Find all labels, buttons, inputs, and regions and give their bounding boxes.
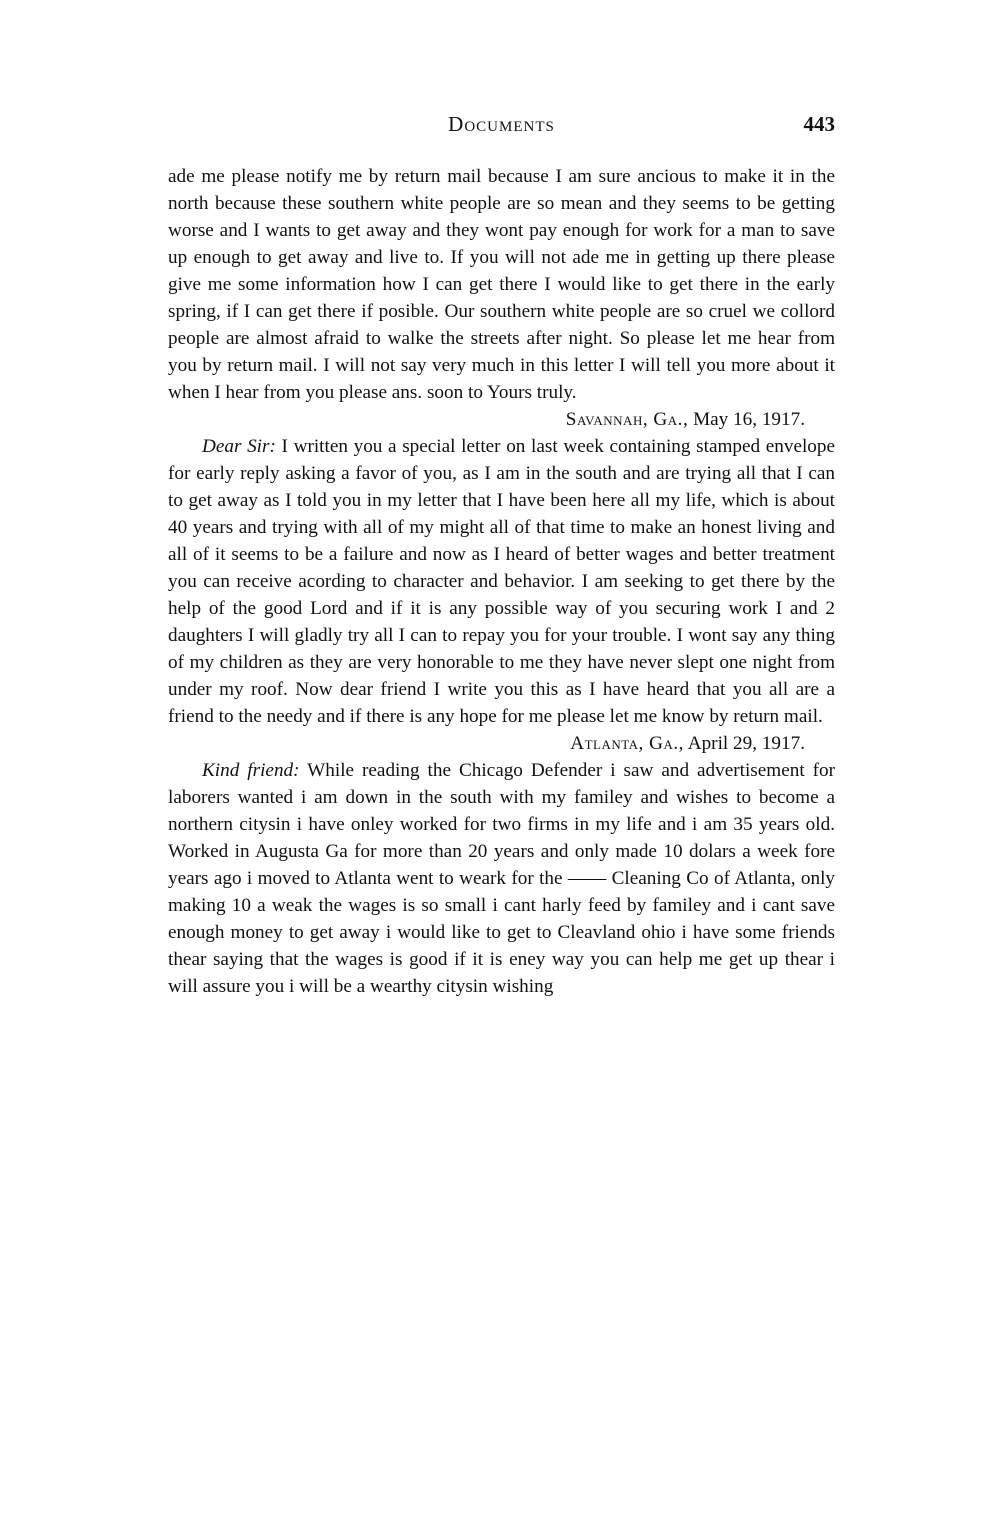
letter-2-text: I written you a special letter on last week containing stamped envelope for early reply asking a favor of you, as I am in the south and are trying all that I can to get away as I told you in my letter that I have been here all my life, which is about 40 years and trying with all of my might all of that time to make an honest living and all of it seems to be a failure and now as I heard of better wages and better treatment you can receive acording to character and behavior. I am seeking to get there by the help of the good Lord and if it is any possible way of you securing work I and 2 daughters I will gladly try all I can to repay you for your trouble. I wont say any thing of my children as they are very honorable to me they have never slept one night from under my roof. Now dear friend I write you this as I have heard that you all are a friend to the needy and if there is any hope for me please let me know by return mail.: [168, 436, 836, 727]
letter-3-paragraph: [168, 757, 835, 1000]
letter-2-salutation: Dear Sir:: [202, 436, 276, 457]
letter-3-text: While reading the Chicago Defender i saw and advertisement for laborers wanted i am down in the south with my familey and wishes to become a northern citysin i have onley worked for two firms in my life and i am 35 years old. Worked in Augusta Ga for more than 20 years and only made 10 dolars a week fore years ago i moved to Atlanta went to weark for the —— Cleaning Co of Atlanta, only making 10 a weak the wages is so small i cant harly feed by familey and i cant save enough money to get away i would like to get to Cleavland ohio i have some friends thear saying that the wages is good if it is eney way you can help me get up thear i will assure you i will be a wearthy citysin wishing: [168, 760, 836, 997]
letter-2-dateline: [168, 406, 835, 433]
letter-2-place: Savannah, Ga.,: [565, 409, 689, 430]
letter-3-date: April 29, 1917.: [687, 733, 805, 754]
letter-2-date: May 16, 1917.: [693, 409, 805, 430]
page-header: [168, 112, 835, 142]
letter-3-salutation: Kind friend:: [202, 760, 300, 781]
page-number: 443: [803, 112, 835, 136]
running-title: Documents: [448, 112, 555, 136]
letter-1-continued-text: ade me please notify me by return mail because I am sure ancious to make it in the north because these southern white people are so mean and they seems to be getting worse and I wants to get away and they wont pay enough for work for a man to save up enough to get away and live to. If you will not ade me in getting up there please give me some information how I can get there I would like to get there in the early spring, if I can get there if posible. Our southern white people are so cruel we collord people are almost afraid to walke the streets after night. So please let me hear from you by return mail. I will not say very much in this letter I will tell you more about it when I hear from you please ans. soon to Yours truly.: [168, 166, 835, 403]
letter-3-place: Atlanta, Ga.,: [570, 733, 684, 754]
letter-3-dateline: [168, 730, 835, 757]
document-body: [168, 163, 835, 1000]
letter-2-paragraph: [168, 433, 835, 730]
